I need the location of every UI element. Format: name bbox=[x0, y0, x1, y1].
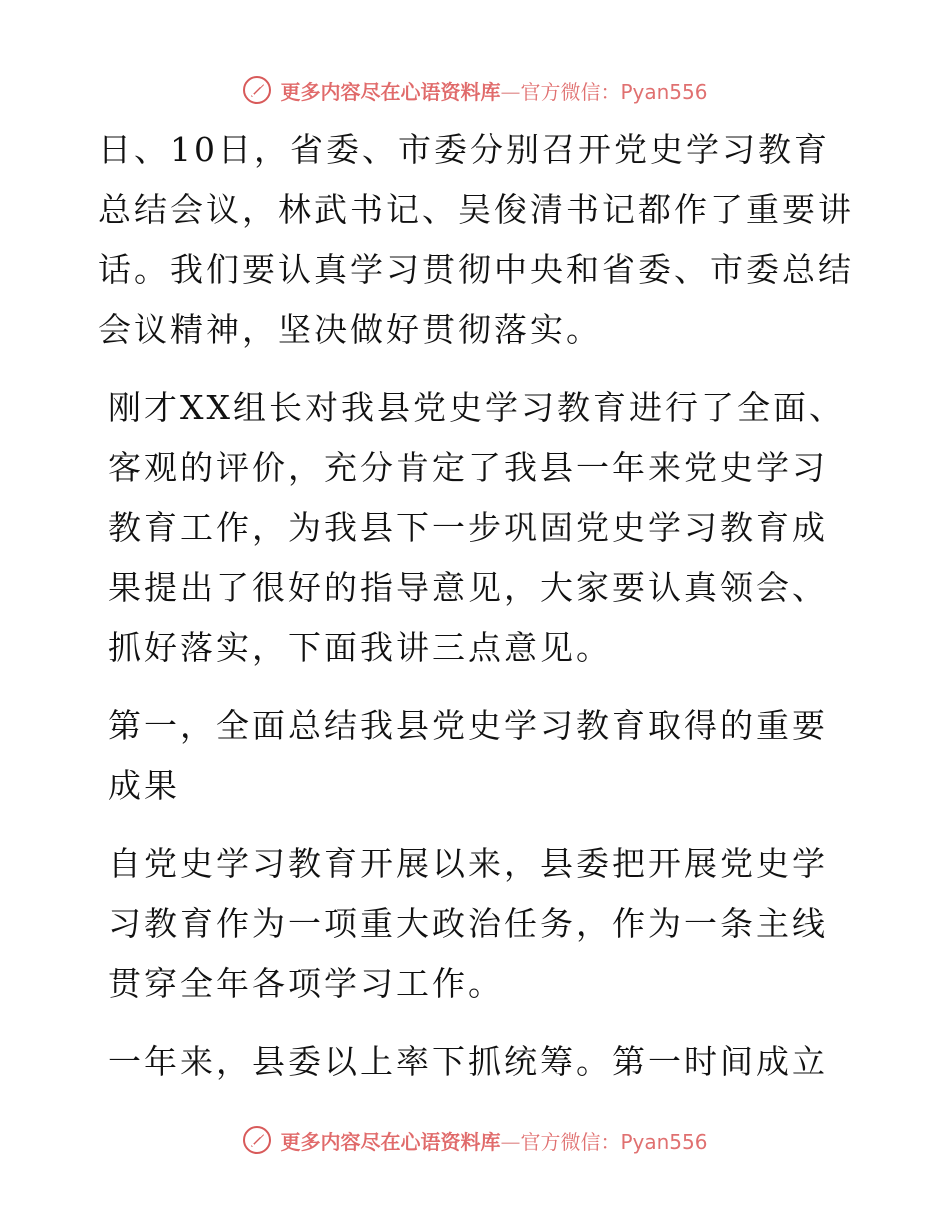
paragraph-1: 日、10日，省委、市委分别召开党史学习教育总结会议，林武书记、吴俊清书记都作了重要讲话。我们要认真学习贯彻中央和省委、市委总结会议精神，坚决做好贯彻落实。 bbox=[98, 130, 854, 349]
paragraph-4: 自党史学习教育开展以来，县委把开展党史学习教育作为一项重大政治任务，作为一条主线贯穿全年各项学习工作。 bbox=[108, 844, 828, 1003]
footer-watermark bbox=[0, 1120, 950, 1160]
header-watermark bbox=[0, 70, 950, 110]
paragraph-5: 一年来，县委以上率下抓统筹。第一时间成立 bbox=[108, 1042, 828, 1081]
pen-nib-logo-icon bbox=[242, 75, 272, 105]
watermark-wechat: 官方微信：Pyan556 bbox=[520, 1129, 708, 1154]
watermark-text bbox=[280, 76, 707, 105]
watermark-text bbox=[280, 1126, 707, 1155]
document-content bbox=[98, 120, 858, 1100]
watermark-site: 更多内容尽在心语资料库 bbox=[280, 79, 501, 104]
watermark-separator: — bbox=[500, 1129, 521, 1154]
paragraph-2: 刚才XX组长对我县党史学习教育进行了全面、客观的评价，充分肯定了我县一年来党史学习教育工作，为我县下一步巩固党史学习教育成果提出了很好的指导意见，大家要认真领会、抓好落实，下面我讲三点意见。 bbox=[108, 388, 845, 667]
watermark-site: 更多内容尽在心语资料库 bbox=[280, 1129, 501, 1154]
paragraph-3: 第一，全面总结我县党史学习教育取得的重要成果 bbox=[108, 706, 828, 805]
watermark-wechat: 官方微信：Pyan556 bbox=[520, 79, 708, 104]
pen-nib-logo-icon bbox=[242, 1125, 272, 1155]
watermark-separator: — bbox=[500, 79, 521, 104]
